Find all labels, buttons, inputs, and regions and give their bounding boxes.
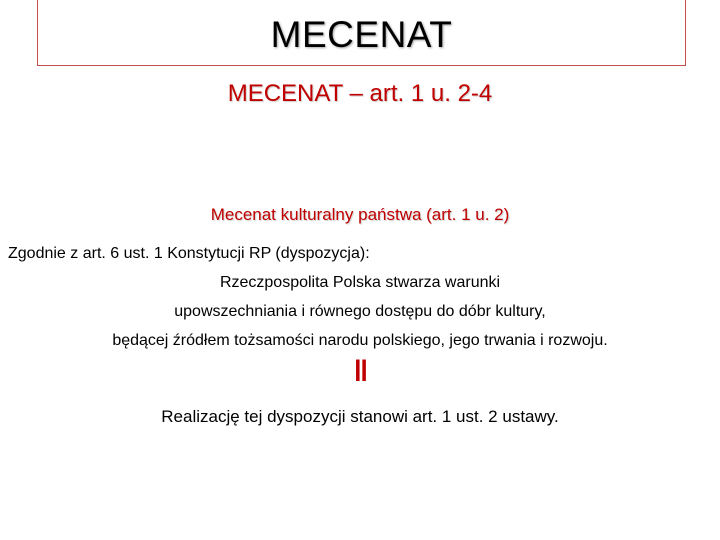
body-line-intro: Zgodnie z art. 6 ust. 1 Konstytucji RP (dyspozycja): — [8, 245, 370, 262]
body-line-quote-3: będącej źródłem tożsamości narodu polskiego, jego trwania i rozwoju. — [112, 332, 608, 349]
title-box — [37, 0, 686, 66]
slide-title: MECENAT — [270, 14, 453, 55]
conclusion-text: Realizację tej dyspozycji stanowi art. 1 ust. 2 ustawy. — [161, 407, 559, 426]
section-heading: Mecenat kulturalny państwa (art. 1 u. 2) — [210, 205, 510, 224]
slide-subtitle: MECENAT – art. 1 u. 2-4 — [227, 80, 493, 107]
body-line-quote-1: Rzeczpospolita Polska stwarza warunki — [219, 274, 501, 291]
body-line-quote-2: upowszechniania i równego dostępu do dóbr kultury, — [174, 303, 546, 320]
double-bar-separator: ‖ — [353, 355, 367, 388]
body-text — [8, 239, 712, 355]
